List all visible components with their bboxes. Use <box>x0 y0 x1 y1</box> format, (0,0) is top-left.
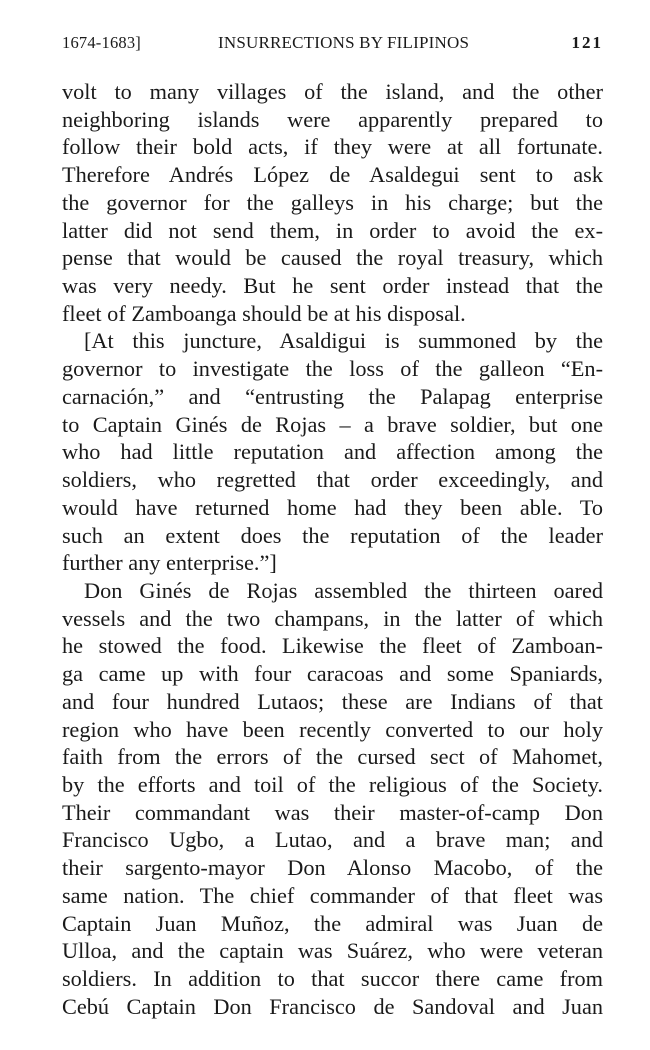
text-line: vessels and the two champans, in the latter of which <box>62 605 603 631</box>
text-line: neighboring islands were apparently prepared to <box>62 106 603 132</box>
text-line: follow their bold acts, if they were at all fortunate. <box>62 134 603 160</box>
text-line: would have returned home had they been able. To <box>62 494 603 520</box>
body-text <box>62 78 603 1020</box>
paragraph-3 <box>62 577 603 1021</box>
text-line: further any enterprise.”] <box>62 550 277 576</box>
text-line: the governor for the galleys in his charge; but the <box>62 189 603 215</box>
text-line: by the efforts and toil of the religious of the Society. <box>62 771 603 797</box>
text-line: their sargento-mayor Don Alonso Macobo, of the <box>62 855 603 881</box>
text-line: such an extent does the reputation of the leader <box>62 522 603 548</box>
text-line: he stowed the food. Likewise the fleet of Zamboan- <box>62 633 603 659</box>
text-line: Ulloa, and the captain was Suárez, who were veteran <box>62 938 603 964</box>
text-line: ga came up with four caracoas and some Spaniards, <box>62 661 603 687</box>
paragraph-1 <box>62 78 603 327</box>
text-line: volt to many villages of the island, and the other <box>62 79 603 104</box>
text-line: latter did not send them, in order to avoid the ex- <box>62 217 603 243</box>
text-line: and four hundred Lutaos; these are Indians of that <box>62 688 603 714</box>
text-line: Therefore Andrés López de Asaldegui sent to ask <box>62 162 603 188</box>
page-number: 121 <box>571 33 603 52</box>
running-head-years: 1674-1683] <box>62 33 141 52</box>
text-line: region who have been recently converted to our holy <box>62 716 603 742</box>
text-line: Don Ginés de Rojas assembled the thirteen oared <box>84 577 603 603</box>
text-line: Francisco Ugbo, a Lutao, and a brave man; and <box>62 827 603 853</box>
text-line: carnación,” and “entrusting the Palapag enterprise <box>62 383 603 409</box>
text-line: was very needy. But he sent order instead that the <box>62 273 603 299</box>
running-head <box>62 33 603 57</box>
text-line: soldiers, who regretted that order exceedingly, and <box>62 467 603 493</box>
paragraph-2 <box>62 327 603 576</box>
text-line: fleet of Zamboanga should be at his disposal. <box>62 300 466 326</box>
text-line: Captain Juan Muñoz, the admiral was Juan de <box>62 910 603 936</box>
text-line: Their commandant was their master-of-camp Don <box>62 799 603 825</box>
text-line: faith from the errors of the cursed sect of Mahomet, <box>62 744 603 770</box>
text-line: soldiers. In addition to that succor there came from <box>62 966 603 991</box>
text-line: same nation. The chief commander of that fleet was <box>62 882 603 908</box>
running-head-title: INSURRECTIONS BY FILIPINOS <box>218 33 470 52</box>
text-line: governor to investigate the loss of the galleon “En- <box>62 356 603 382</box>
text-line: who had little reputation and affection among the <box>62 439 603 465</box>
text-line: Cebú Captain Don Francisco de Sandoval and Juan <box>62 993 603 1019</box>
text-line: to Captain Ginés de Rojas – a brave soldier, but one <box>62 411 603 437</box>
text-line: pense that would be caused the royal treasury, which <box>62 245 603 271</box>
text-line: [At this juncture, Asaldigui is summoned by the <box>84 328 603 354</box>
